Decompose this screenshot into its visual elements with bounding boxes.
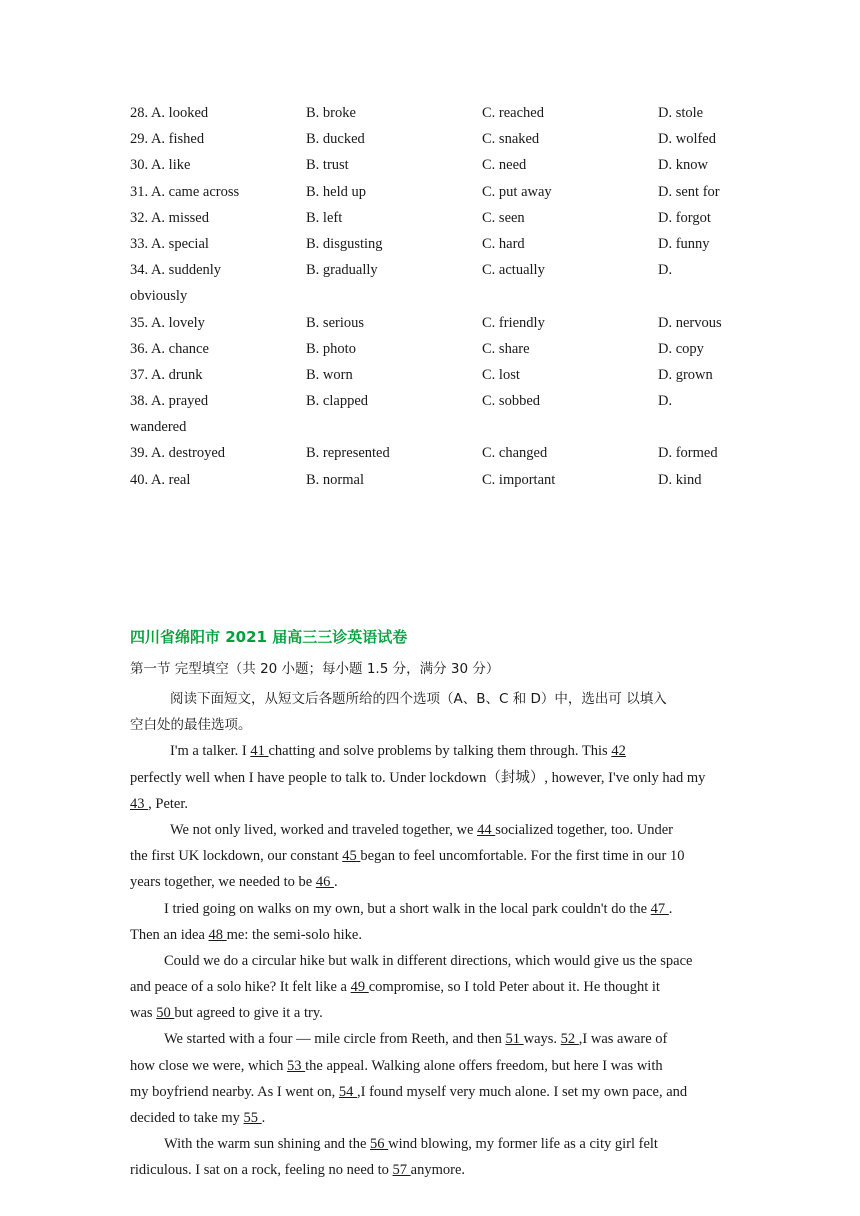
option-wrap: obviously <box>130 288 188 305</box>
option-c: C. friendly <box>482 314 545 331</box>
paragraph-line <box>130 922 730 948</box>
option-d: D. funny <box>658 235 710 252</box>
paragraph-line <box>130 791 730 817</box>
text: wind blowing, my former life as a city girl felt <box>388 1136 658 1153</box>
text: I'm a talker. I <box>170 743 251 760</box>
option-b: B. trust <box>306 157 349 174</box>
paragraph-line <box>130 738 730 764</box>
option-c: C. actually <box>482 262 545 279</box>
option-a: 37. A. drunk <box>130 366 203 383</box>
text: ,I found myself very much alone. I set my own pace, and <box>357 1083 688 1100</box>
option-row <box>130 152 730 178</box>
option-d: D. forgot <box>658 209 711 226</box>
text: Then an idea <box>130 926 209 943</box>
blank-56: 56 <box>370 1136 389 1153</box>
paragraph-line <box>130 1105 730 1131</box>
option-row <box>130 257 730 283</box>
option-b: B. ducked <box>306 131 365 148</box>
option-a: 33. A. special <box>130 235 209 252</box>
text: compromise, so I told Peter about it. He thought it <box>368 979 660 996</box>
blank-50: 50 <box>156 1005 175 1022</box>
option-c: C. changed <box>482 445 548 462</box>
option-c: C. put away <box>482 183 552 200</box>
paragraph-line <box>130 896 730 922</box>
option-c: C. seen <box>482 209 525 226</box>
exam-title: 四川省绵阳市 2021 届高三三诊英语试卷 <box>130 628 408 646</box>
text: ,I was aware of <box>578 1031 668 1048</box>
option-d: D. formed <box>658 445 718 462</box>
option-a: 36. A. chance <box>130 340 209 357</box>
option-a: 35. A. lovely <box>130 314 205 331</box>
text: anymore. <box>410 1162 466 1179</box>
section-heading: 第一节 完型填空（共 20 小题；每小题 1.5 分，满分 30 分） <box>130 661 500 677</box>
paragraph-line <box>130 1131 730 1157</box>
option-c: C. sobbed <box>482 393 540 410</box>
option-c: C. important <box>482 471 556 488</box>
text: was <box>130 1005 157 1022</box>
option-row <box>130 179 730 205</box>
option-c: C. snaked <box>482 131 540 148</box>
text: decided to take my <box>130 1110 244 1126</box>
option-row <box>130 440 730 466</box>
paragraph-line <box>130 1026 730 1052</box>
text: began to feel uncomfortable. For the first time in our 10 <box>360 848 685 865</box>
option-b: B. left <box>306 209 343 226</box>
blank-48: 48 <box>208 926 227 943</box>
instructions-line: 阅读下面短文，从短文后各题所给的四个选项（A、B、C 和 D）中，选出可 以填入 <box>170 691 667 707</box>
paragraph-line <box>130 817 730 843</box>
text: We started with a four — mile circle from Reeth, and then <box>164 1031 506 1048</box>
text: ridiculous. I sat on a rock, feeling no need to <box>130 1162 393 1179</box>
option-row <box>130 100 730 126</box>
option-b: B. represented <box>306 445 390 462</box>
text: how close we were, which <box>130 1057 288 1074</box>
paragraph-line <box>130 1157 730 1183</box>
option-b: B. disgusting <box>306 235 383 252</box>
paragraph-line <box>130 1000 730 1026</box>
option-d: D. copy <box>658 340 704 357</box>
text: me: the semi-solo hike. <box>226 926 362 943</box>
option-a: 39. A. destroyed <box>130 445 226 462</box>
option-row <box>130 467 730 493</box>
blank-51: 51 <box>505 1031 524 1048</box>
blank-43: 43 <box>130 795 149 812</box>
paragraph-line <box>130 974 730 1000</box>
text: my boyfriend nearby. As I went on, <box>130 1083 339 1100</box>
text: I tried going on walks on my own, but a short walk in the local park couldn't do the <box>164 900 651 917</box>
option-row <box>130 362 730 388</box>
option-b: B. held up <box>306 183 367 200</box>
paragraph-line <box>130 1053 730 1079</box>
paragraph-line: perfectly well when I have people to talk to. Under lockdown（封城）, however, I've only had my <box>130 769 706 786</box>
blank-57: 57 <box>392 1162 411 1179</box>
option-d: D. nervous <box>658 314 722 331</box>
option-d: D. know <box>658 157 708 174</box>
option-b: B. broke <box>306 105 356 121</box>
text: . <box>333 874 338 891</box>
option-b: B. serious <box>306 314 364 331</box>
paragraph-line <box>130 843 730 869</box>
option-c: C. reached <box>482 105 544 121</box>
option-d: D. <box>658 393 673 410</box>
text: the first UK lockdown, our constant <box>130 848 343 865</box>
text: We not only lived, worked and traveled together, we <box>170 821 478 838</box>
option-b: B. worn <box>306 366 353 383</box>
text: With the warm sun shining and the <box>164 1136 371 1153</box>
option-d: D. stole <box>658 105 704 121</box>
document-page <box>130 100 730 1179</box>
option-b: B. clapped <box>306 393 369 410</box>
option-a: 40. A. real <box>130 471 191 488</box>
option-b: B. gradually <box>306 262 378 279</box>
option-a: 38. A. prayed <box>130 393 209 410</box>
option-row <box>130 205 730 231</box>
text: socialized together, too. Under <box>495 821 674 838</box>
option-c: C. need <box>482 157 527 174</box>
text: years together, we needed to be <box>130 874 316 891</box>
option-a: 30. A. like <box>130 157 191 174</box>
option-a: 31. A. came across <box>130 183 240 200</box>
text: and peace of a solo hike? It felt like a <box>130 979 351 996</box>
option-wrap: wandered <box>130 419 187 436</box>
text: the appeal. Walking alone offers freedom, but here I was with <box>305 1057 663 1074</box>
paragraph-line: Could we do a circular hike but walk in different directions, which would give us the space <box>164 952 693 969</box>
text: chatting and solve problems by talking them through. This <box>268 743 612 760</box>
option-row <box>130 336 730 362</box>
option-b: B. photo <box>306 340 356 357</box>
blank-52: 52 <box>560 1031 579 1048</box>
text: . <box>261 1110 266 1126</box>
option-row <box>130 310 730 336</box>
option-b: B. normal <box>306 471 364 488</box>
text: but agreed to give it a try. <box>174 1005 323 1022</box>
blank-42: 42 <box>611 743 626 760</box>
blank-44: 44 <box>477 821 496 838</box>
options-table <box>130 100 730 493</box>
passage <box>130 686 730 1184</box>
option-a: 32. A. missed <box>130 209 209 226</box>
option-d: D. grown <box>658 366 713 383</box>
blank-49: 49 <box>350 979 369 996</box>
instructions-line: 空白处的最佳选项。 <box>130 717 252 734</box>
blank-41: 41 <box>250 743 269 760</box>
option-a: 34. A. suddenly <box>130 262 222 279</box>
option-a: 28. A. looked <box>130 105 209 121</box>
option-c: C. lost <box>482 366 520 383</box>
option-d: D. kind <box>658 471 702 488</box>
text: ways. <box>523 1031 561 1048</box>
paragraph-line <box>130 869 730 895</box>
text: . <box>668 900 673 917</box>
blank-47: 47 <box>650 900 669 917</box>
option-a: 29. A. fished <box>130 131 205 148</box>
blank-54: 54 <box>338 1083 357 1100</box>
blank-55: 55 <box>243 1110 262 1126</box>
option-row <box>130 388 730 414</box>
option-row <box>130 126 730 152</box>
option-d: D. <box>658 262 673 279</box>
option-d: D. wolfed <box>658 131 716 148</box>
text: , Peter. <box>148 795 188 812</box>
option-c: C. hard <box>482 235 525 252</box>
blank-46: 46 <box>315 874 334 891</box>
paragraph-line <box>130 1079 730 1105</box>
blank-45: 45 <box>342 848 361 865</box>
option-c: C. share <box>482 340 530 357</box>
blank-53: 53 <box>287 1057 306 1074</box>
option-row <box>130 231 730 257</box>
option-d: D. sent for <box>658 183 720 200</box>
